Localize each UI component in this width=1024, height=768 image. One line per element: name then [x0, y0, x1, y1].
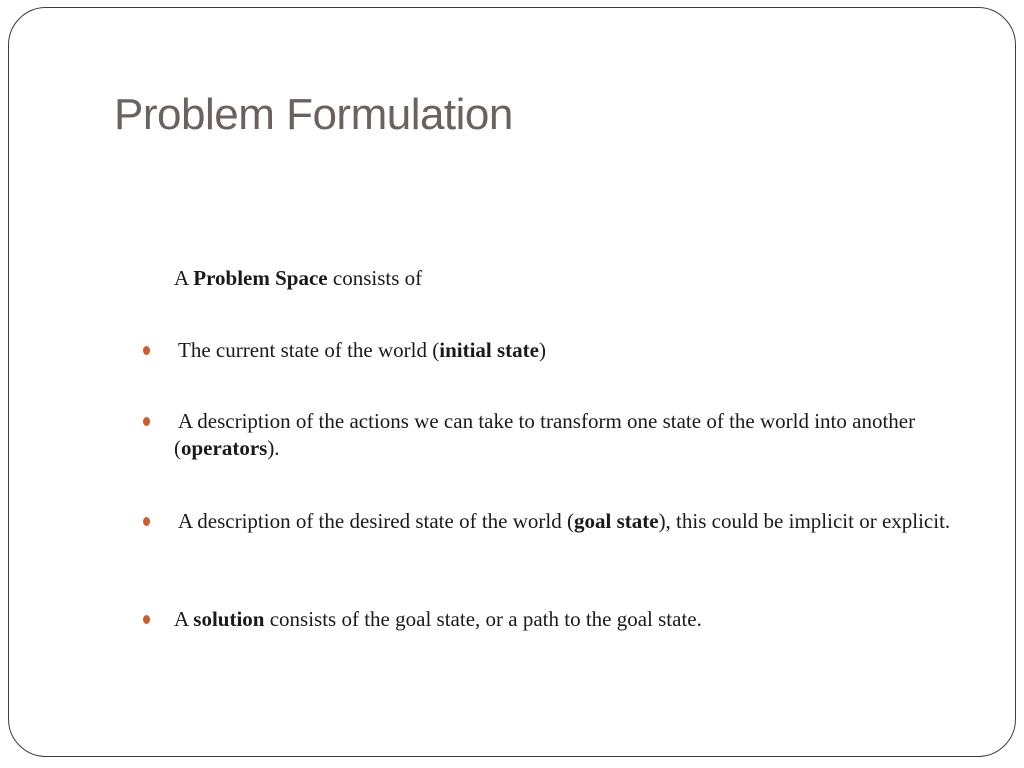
intro-text-after: consists of — [327, 266, 423, 290]
bullet-text-before: A — [174, 607, 194, 631]
bullet-item-operators — [174, 408, 964, 462]
intro-line — [174, 265, 422, 292]
bullet-text-after: ) — [538, 338, 546, 362]
bullet-text-after: ), this could be implicit or explicit. — [658, 509, 951, 533]
bullet-text-before: The current state of the world ( — [178, 338, 440, 362]
bullet-dot-icon — [143, 517, 150, 526]
bullet-dot-icon — [143, 346, 150, 355]
slide-title: Problem Formulation — [114, 90, 513, 139]
bullet-text-before: A description of the desired state of the world ( — [178, 509, 574, 533]
bullet-bold-term: initial state — [439, 338, 539, 362]
bullet-text-after: consists of the goal state, or a path to the goal state. — [264, 607, 702, 631]
bullet-text-before: A description of the actions we can take to transform one state of the world into another ( — [174, 409, 916, 460]
bullet-bold-term: goal state — [573, 509, 659, 533]
bullet-bold-term: operators — [181, 436, 268, 460]
bullet-item-solution — [174, 606, 964, 633]
bullet-item-goal-state — [174, 508, 964, 535]
bullet-bold-term: solution — [193, 607, 265, 631]
bullet-dot-icon — [143, 417, 150, 426]
bullet-dot-icon — [143, 615, 150, 624]
intro-text-before: A — [174, 266, 194, 290]
bullet-item-initial-state — [174, 337, 964, 364]
intro-bold-term: Problem Space — [193, 266, 328, 290]
bullet-text-after: ). — [267, 436, 280, 460]
